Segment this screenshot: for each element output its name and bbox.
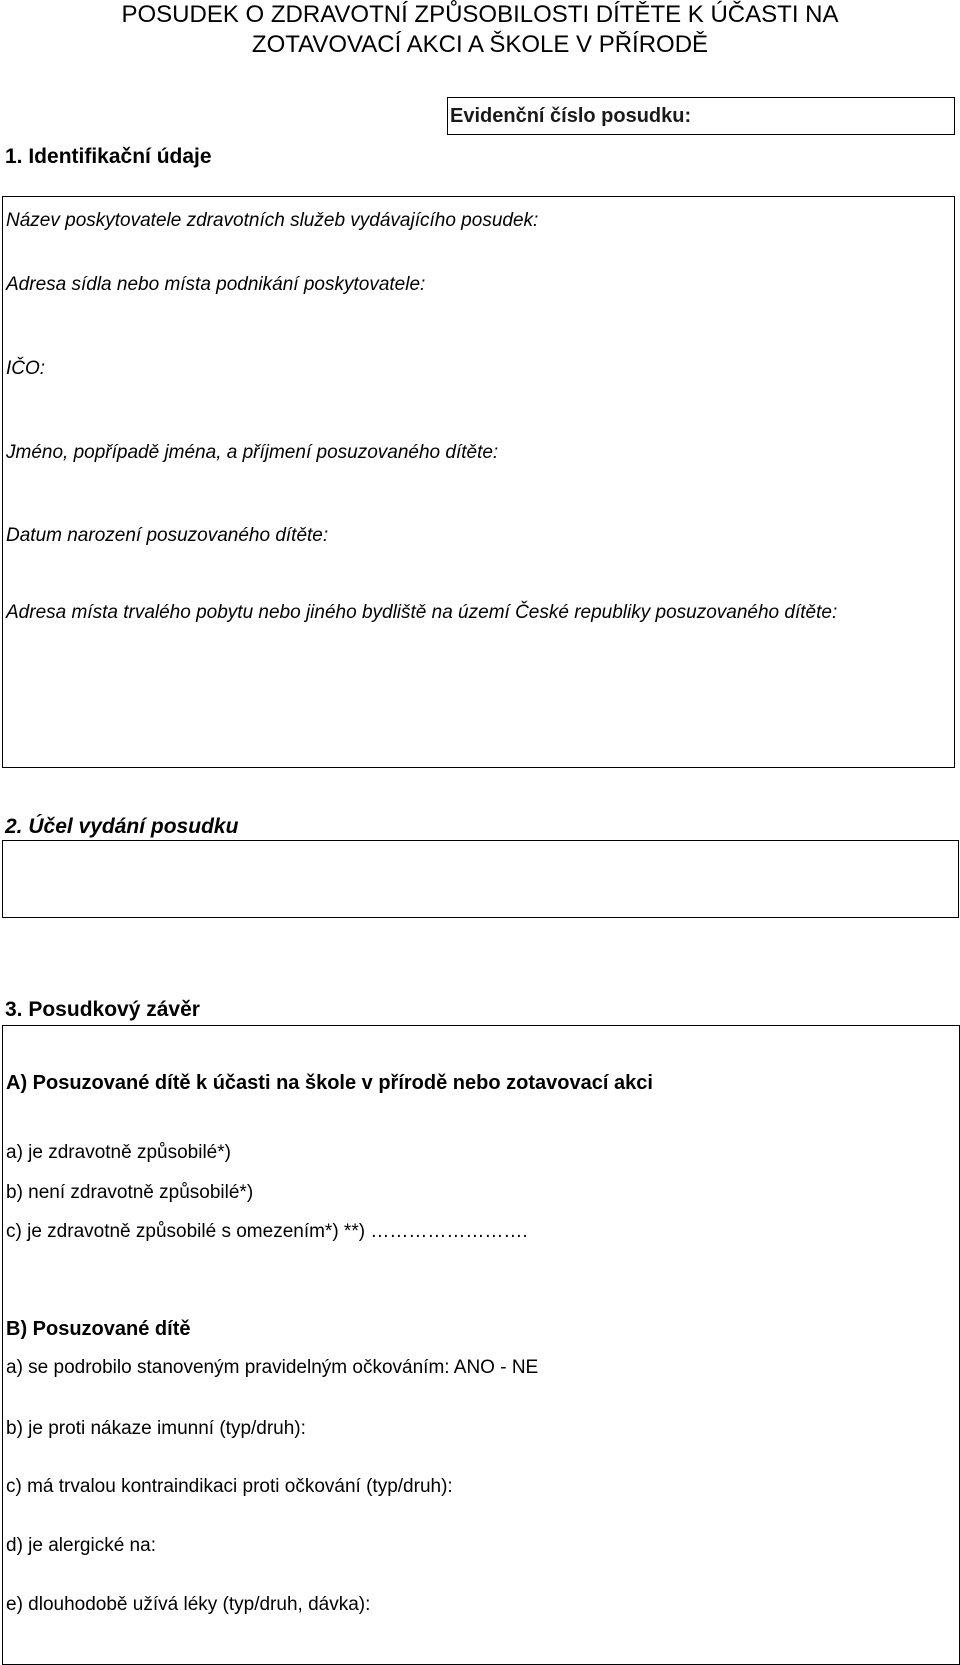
section2-heading: 2. Účel vydání posudku: [5, 815, 239, 838]
ico-label: IČO:: [6, 358, 46, 379]
purpose-field[interactable]: [2, 840, 959, 918]
part-b-item-c: c) má trvalou kontraindikaci proti očkování (typ/druh):: [6, 1476, 453, 1497]
part-a-option-b: b) není zdravotně způsobilé*): [6, 1182, 254, 1203]
document-title-line2: ZOTAVOVACÍ AKCI A ŠKOLE V PŘÍRODĚ: [251, 31, 709, 58]
part-b-heading: B) Posuzované dítě: [6, 1318, 191, 1340]
conclusion-box: [2, 1025, 960, 1665]
part-b-item-a: a) se podrobilo stanoveným pravidelným očkováním: ANO - NE: [6, 1357, 539, 1378]
child-address-label: Adresa místa trvalého pobytu nebo jiného bydliště na území České republiky posuzovaného dítěte:: [6, 602, 838, 623]
identification-box: [2, 196, 955, 768]
part-a-option-a: a) je zdravotně způsobilé*): [6, 1142, 231, 1163]
part-b-item-e: e) dlouhodobě užívá léky (typ/druh, dávka):: [6, 1594, 371, 1615]
part-a-option-c: c) je zdravotně způsobilé s omezením*) **) …………………….: [6, 1221, 528, 1242]
provider-name-label: Název poskytovatele zdravotních služeb vydávajícího posudek:: [6, 210, 539, 231]
part-a-heading: A) Posuzované dítě k účasti na škole v přírodě nebo zotavovací akci: [6, 1072, 653, 1094]
evidence-number-field[interactable]: [447, 97, 955, 135]
section3-heading: 3. Posudkový závěr: [5, 998, 200, 1021]
document-title-line1: POSUDEK O ZDRAVOTNÍ ZPŮSOBILOSTI DÍTĚTE K ÚČASTI NA: [121, 1, 839, 28]
part-b-item-d: d) je alergické na:: [6, 1535, 156, 1556]
section1-heading: 1. Identifikační údaje: [5, 145, 212, 168]
provider-address-label: Adresa sídla nebo místa podnikání poskytovatele:: [6, 274, 426, 295]
birth-date-label: Datum narození posuzovaného dítěte:: [6, 525, 329, 546]
part-b-item-b: b) je proti nákaze imunní (typ/druh):: [6, 1418, 306, 1439]
child-name-label: Jméno, popřípadě jména, a příjmení posuzovaného dítěte:: [6, 442, 499, 463]
evidence-number-label: Evidenční číslo posudku:: [450, 105, 692, 127]
